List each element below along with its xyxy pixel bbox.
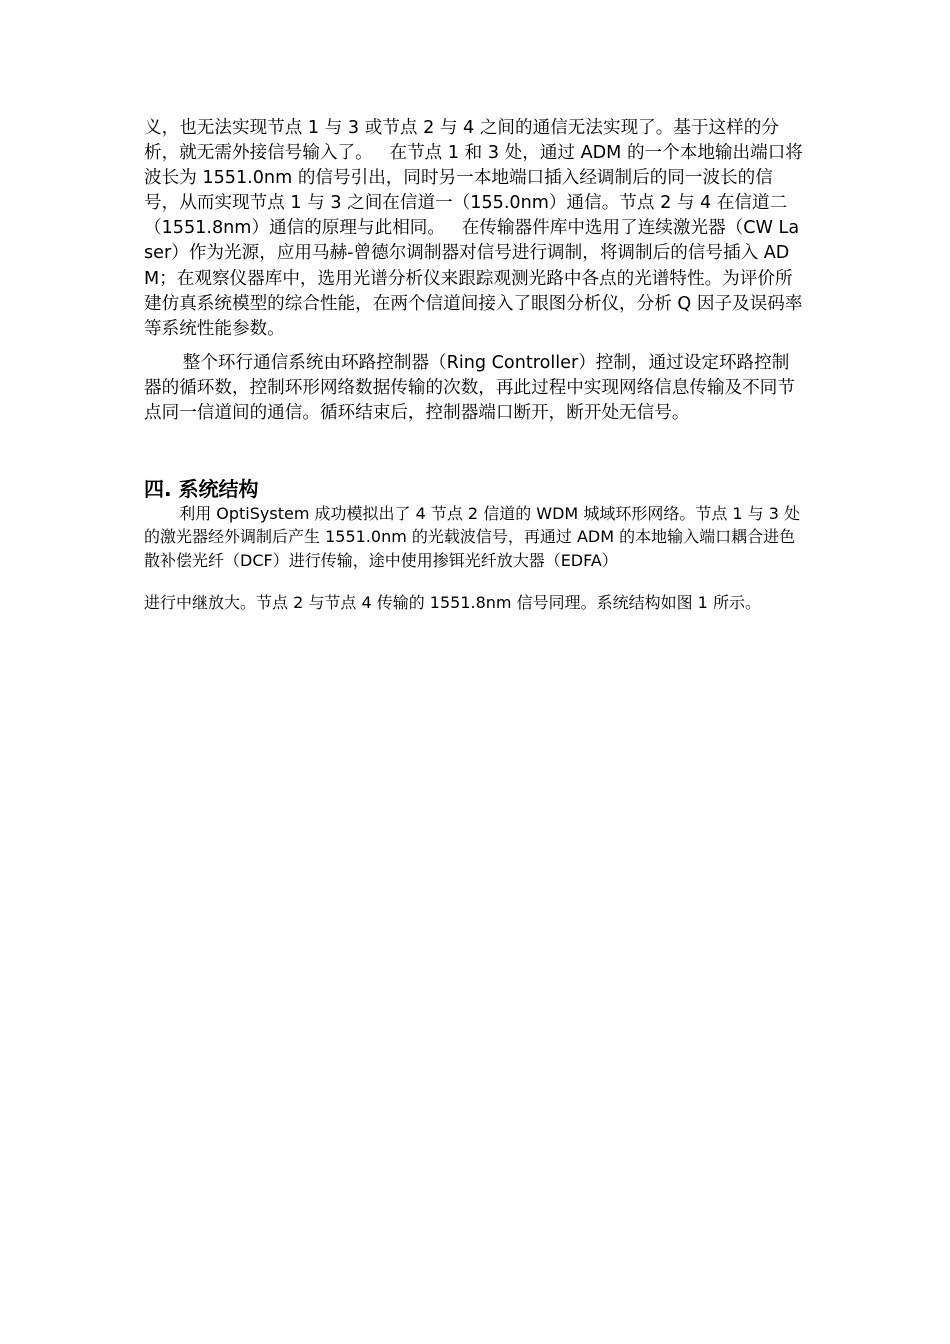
- page-content: [144, 116, 806, 614]
- section-body-paragraph: 利用 OptiSystem 成功模拟出了 4 节点 2 信道的 WDM 城域环形网络。节点 1 与 3 处的激光器经外调制后产生 1551.0nm 的光载波信号，再通过 ADM 的本地输入端口耦合进色散补偿光纤（DCF）进行传输，途中使用掺铒光纤放大器（EDFA）: [144, 504, 801, 570]
- section-body-continuation: 进行中继放大。节点 2 与节点 4 传输的 1551.8nm 信号同理。系统结构如图 1 所示。: [144, 593, 761, 613]
- section-heading-system-structure: 四. 系统结构: [144, 477, 259, 502]
- paragraph-continued: 义，也无法实现节点 1 与 3 或节点 2 与 4 之间的通信无法实现了。基于这样的分析，就无需外接信号输入了。 在节点 1 和 3 处，通过 ADM 的一个本地输出端口将波长为 1551.0nm 的信号引出，同时另一本地端口插入经调制后的同一波长的信号，从而实现节点 1 与 3 之间在信道一（155.0nm）通信。节点 2 与 4 在信道二（1551.8nm）通信的原理与此相同。 在传输器件库中选用了连续激光器（CW Laser）作为光源，应用马赫-曾德尔调制器对信号进行调制，将调制后的信号插入 ADM；在观察仪器库中，选用光谱分析仪来跟踪观测光路中各点的光谱特性。为评价所建仿真系统模型的综合性能，在两个信道间接入了眼图分析仪，分析 Q 因子及误码率等系统性能参数。: [144, 118, 803, 339]
- paragraph-ring-controller: 整个环行通信系统由环路控制器（Ring Controller）控制，通过设定环路控制器的循环数，控制环形网络数据传输的次数，再此过程中实现网络信息传输及不同节点同一信道间的通信。循环结束后，控制器端口断开，断开处无信号。: [144, 352, 795, 424]
